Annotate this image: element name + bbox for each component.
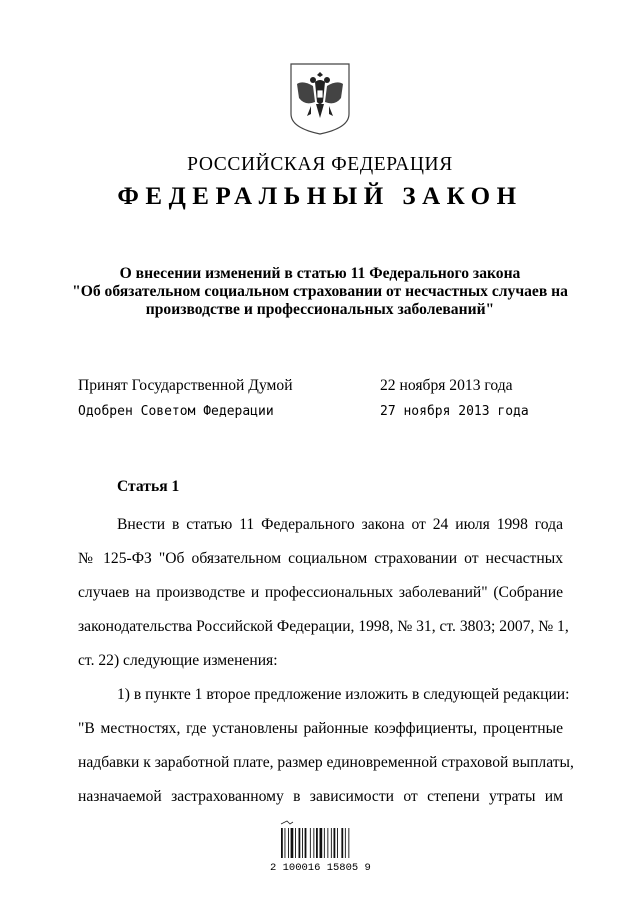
law-title [60,265,580,319]
adoption-date-council: 27 ноября 2013 года [380,404,529,419]
barcode-icon [275,820,365,862]
article-line: 1) в пункте 1 второе предложение изложить в следующей редакции: [117,686,570,703]
barcode-bar [285,828,286,858]
barcode-bar [341,828,343,858]
barcode-bar [324,828,325,858]
barcode-bar [295,828,296,858]
barcode-bar [320,828,323,858]
law-title-line: производстве и профессиональных заболеваний" [145,301,495,318]
adoption-label-council: Одобрен Советом Федерации [78,404,274,419]
document-type: ФЕДЕРАЛЬНЫЙ ЗАКОН [117,183,523,210]
article-line: надбавки к заработной плате, размер единовременной страховой выплаты, [78,754,574,771]
barcode-bar [310,828,311,858]
article-line: назначаемой застрахованному в зависимости от степени утраты им [78,788,563,805]
barcode-bar [299,828,301,858]
barcode-bar [302,828,303,858]
article-line: № 125-ФЗ "Об обязательном социальном страховании от несчастных [78,550,563,567]
law-title-line: О внесении изменений в статью 11 Федерального закона [119,265,521,282]
article-line: случаев на производстве и профессиональных заболеваний" (Собрание [78,584,563,601]
law-title-line: "Об обязательном социальном страховании от несчастных случаев на [72,283,568,300]
article-heading: Статья 1 [117,478,180,495]
barcode-bar [288,828,289,858]
russian-coat-of-arms-icon [289,62,351,136]
barcode-bar [348,828,349,858]
article-line: Внести в статью 11 Федерального закона от 24 июля 1998 года [117,516,563,533]
barcode-number: 2 100016 15805 9 [270,862,371,874]
barcode-bar [313,828,314,858]
article-line: законодательства Российской Федерации, 1998, № 31, ст. 3803; 2007, № 1, [78,618,569,635]
adoption-label-duma: Принят Государственной Думой [78,377,293,394]
country-name: РОССИЙСКАЯ ФЕДЕРАЦИЯ [187,154,453,175]
article-body [78,508,574,814]
barcode-bar [345,828,346,858]
barcode-bar [316,828,318,858]
adoption-date-duma: 22 ноября 2013 года [380,377,513,394]
barcode-bar [291,828,294,858]
barcode-bar [327,828,328,858]
barcode-bar [337,828,338,858]
article-line: ст. 22) следующие изменения: [78,652,278,669]
article-line: "В местностях, где установлены районные коэффициенты, процентные [78,720,563,737]
barcode-bar [281,828,283,858]
barcode-bar [331,828,332,858]
barcode-bar [305,828,307,858]
barcode-bar [334,828,336,858]
